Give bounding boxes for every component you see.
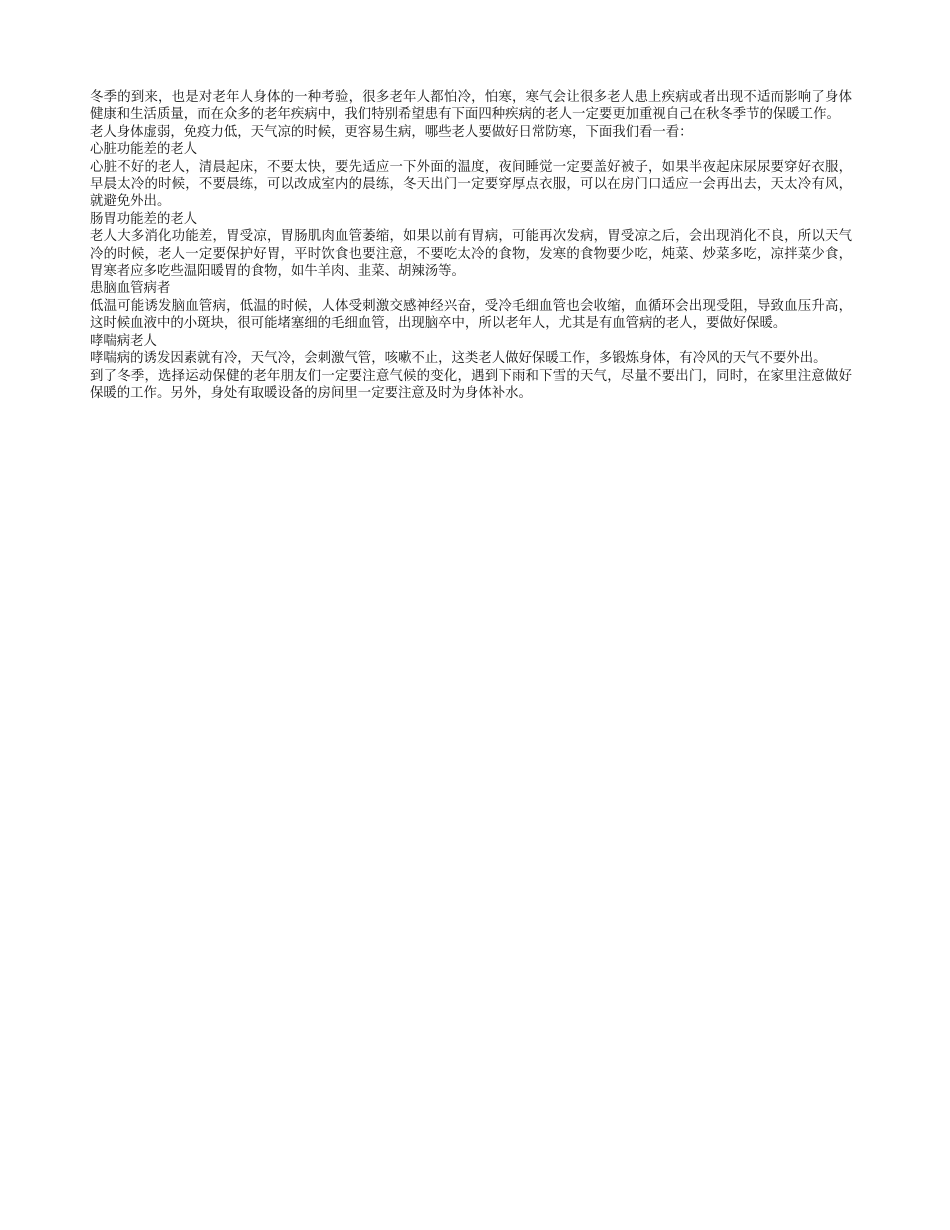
- section-body-heart: 心脏不好的老人，清晨起床，不要太快，要先适应一下外面的温度，夜间睡觉一定要盖好被子，如果半夜起床尿尿要穿好衣服，早晨太冷的时候，不要晨练，可以改成室内的晨练，冬天出门一定要穿厚点衣服，可以在房门口适应一会再出去，天太冷有风，就避免外出。: [90, 159, 852, 210]
- intro-paragraph: 冬季的到来，也是对老年人身体的一种考验，很多老年人都怕冷，怕寒，寒气会让很多老人患上疾病或者出现不适而影响了身体健康和生活质量，而在众多的老年疾病中，我们特别希望患有下面四种疾病的老人一定要更加重视自己在秋冬季节的保暖工作。: [90, 90, 852, 123]
- section-body-asthma: 哮喘病的诱发因素就有冷，天气冷，会刺激气管，咳嗽不止，这类老人做好保暖工作，多锻炼身体，有冷风的天气不要外出。: [90, 351, 827, 367]
- closing-paragraph: 到了冬季，选择运动保健的老年朋友们一定要注意气候的变化，遇到下雨和下雪的天气，尽量不要出门，同时，在家里注意做好保暖的工作。另外，身处有取暖设备的房间里一定要注意及时为身体补水。: [90, 368, 852, 401]
- section-heading-asthma: 哮喘病老人: [90, 333, 157, 349]
- section-heading-stomach: 肠胃功能差的老人: [90, 211, 198, 227]
- section-body-stomach: 老人大多消化功能差，胃受凉，胃肠肌肉血管萎缩，如果以前有胃病，可能再次发病，胃受凉之后，会出现消化不良，所以天气冷的时候，老人一定要保护好胃，平时饮食也要注意，不要吃太冷的食物，发寒的食物要少吃，炖菜、炒菜多吃，凉拌菜少食，胃寒者应多吃些温阳暖胃的食物，如牛羊肉、韭菜、胡辣汤等。: [90, 229, 852, 280]
- lead-paragraph: 老人身体虚弱，免疫力低，天气凉的时候，更容易生病，哪些老人要做好日常防寒，下面我们看一看：: [90, 124, 693, 140]
- document-body: [90, 89, 852, 402]
- section-body-cerebrovascular: 低温可能诱发脑血管病，低温的时候，人体受刺激交感神经兴奋，受冷毛细血管也会收缩，血循环会出现受阻，导致血压升高，这时候血液中的小斑块，很可能堵塞细的毛细血管，出现脑卒中，所以老年人，尤其是有血管病的老人，要做好保暖。: [90, 298, 852, 332]
- section-heading-heart: 心脏功能差的老人: [90, 142, 198, 158]
- section-heading-cerebrovascular: 患脑血管病者: [90, 281, 171, 297]
